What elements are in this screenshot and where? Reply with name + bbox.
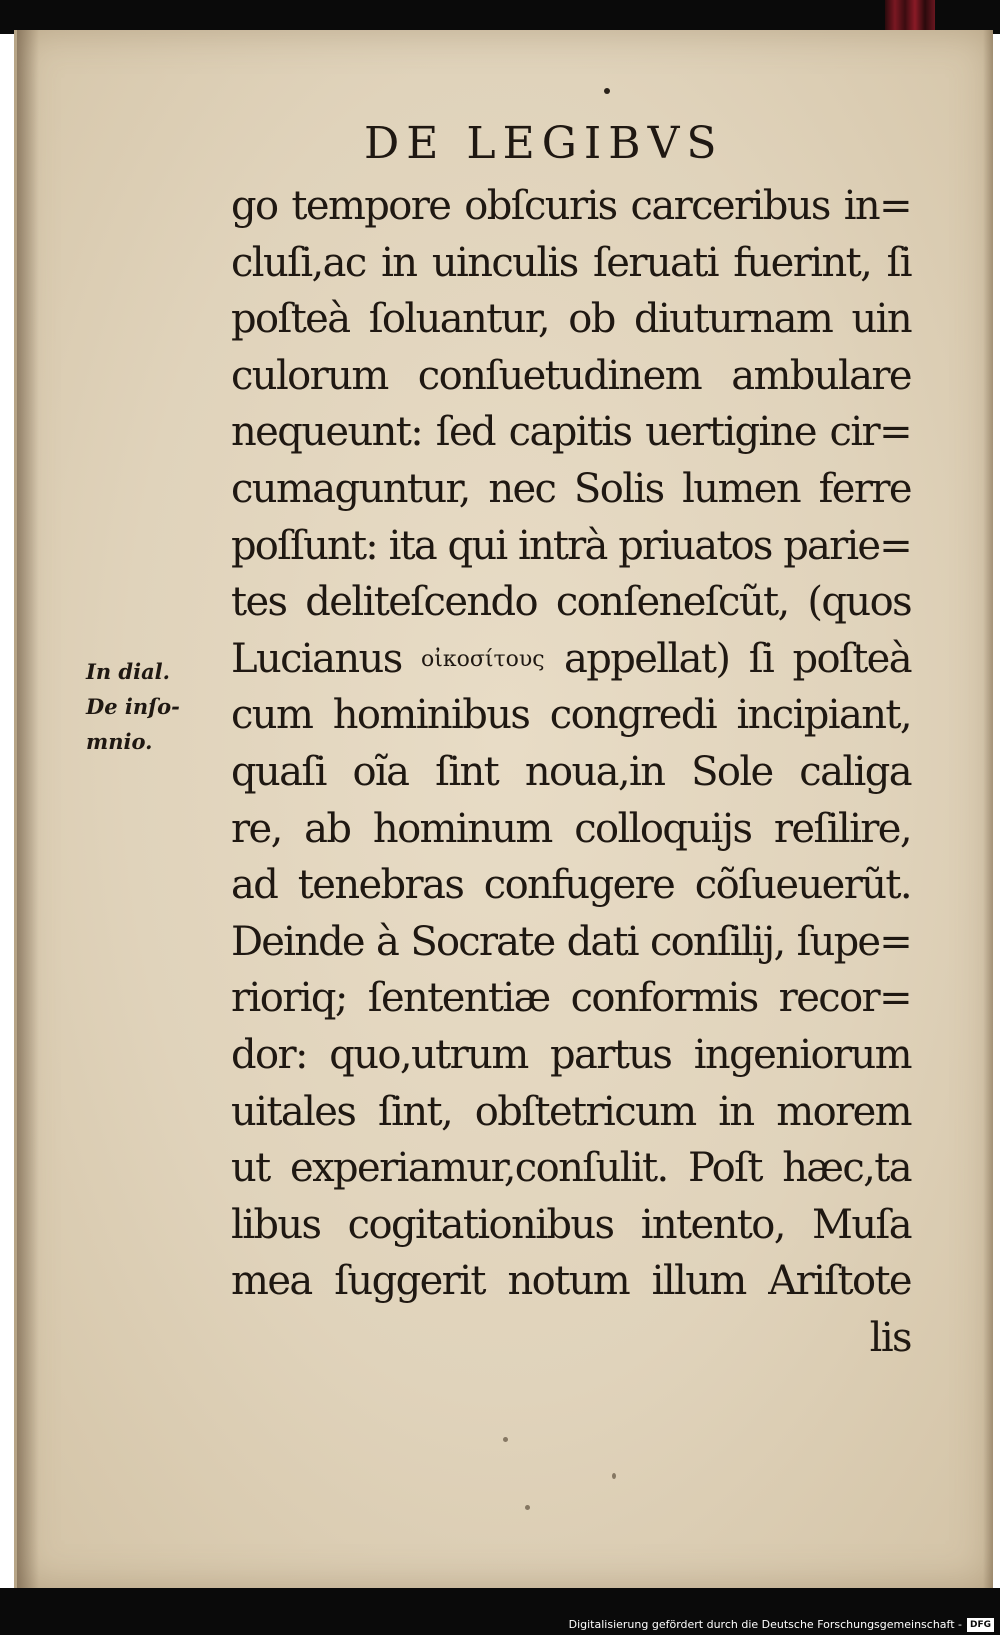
- running-header: DE LEGIBVS: [364, 118, 724, 169]
- ink-dot: [604, 88, 610, 94]
- text-line: cum hominibus congredi incipiant,: [231, 692, 911, 739]
- text-line: cluſi,ac in uinculis ſeruati fuerint, ſi: [231, 239, 911, 286]
- text-line-with-greek: [231, 631, 911, 688]
- text-line: libus cogitationibus intento, Muſa: [231, 1201, 911, 1248]
- text-line: Deinde à Socrate dati conſilij, ſupe=: [231, 918, 911, 965]
- text-line: mea ſuggerit notum illum Ariſtote: [231, 1258, 911, 1305]
- text-line: quaſi oĩa ſint noua,in Sole caliga: [231, 748, 911, 795]
- text-line: cumaguntur, nec Solis lumen ferre: [231, 465, 911, 512]
- page-edge-shadow: [983, 30, 993, 1588]
- text-line: ut experiamur,conſulit. Poſt hæc,ta: [231, 1145, 911, 1192]
- body-text: [231, 178, 911, 1366]
- funding-credit: Digitalisierung gefördert durch die Deutsche Forschungsgemeinschaft -: [568, 1618, 962, 1631]
- bookmark-ribbon: [885, 0, 935, 34]
- text-line: culorum conſuetudinem ambulare: [231, 352, 911, 399]
- text-line: nequeunt: ſed capitis uertigine cir=: [231, 409, 911, 456]
- text-line: dor: quo,utrum partus ingeniorum: [231, 1031, 911, 1078]
- text-line: rioriq; ſententiæ conformis recor=: [231, 975, 911, 1022]
- page-gutter-shadow: [17, 30, 39, 1588]
- ink-speck: [612, 1473, 616, 1479]
- greek-word: οἰκοσίτους: [420, 646, 545, 672]
- text-line: tes deliteſcendo conſeneſcũt, (quos: [231, 579, 911, 626]
- marginal-note: [86, 654, 180, 759]
- text-line: go tempore obſcuris carceribus in=: [231, 183, 911, 229]
- text-line: poſteà ſoluantur, ob diuturnam uin: [231, 296, 911, 343]
- dfg-logo: DFG: [967, 1618, 994, 1632]
- text-line: poſſunt: ita qui intrà priuatos parie=: [231, 522, 911, 569]
- catchword: lis: [869, 1314, 911, 1361]
- marginal-note-line: De inſo-: [86, 694, 180, 719]
- ink-speck: [525, 1505, 530, 1510]
- text-line: re, ab hominum colloquijs reſilire,: [231, 805, 911, 852]
- text-line: ad tenebras confugere cõſueuerũt.: [231, 862, 911, 909]
- line-part: Lucianus: [231, 635, 421, 682]
- ink-speck: [503, 1437, 508, 1442]
- line-part: appellat) ſi poſteà: [544, 635, 911, 682]
- top-frame: [0, 0, 1000, 34]
- marginal-note-line: mnio.: [86, 729, 153, 754]
- marginal-note-line: In dial.: [86, 659, 170, 684]
- text-line: uitales ſint, obſtetricum in morem: [231, 1088, 911, 1135]
